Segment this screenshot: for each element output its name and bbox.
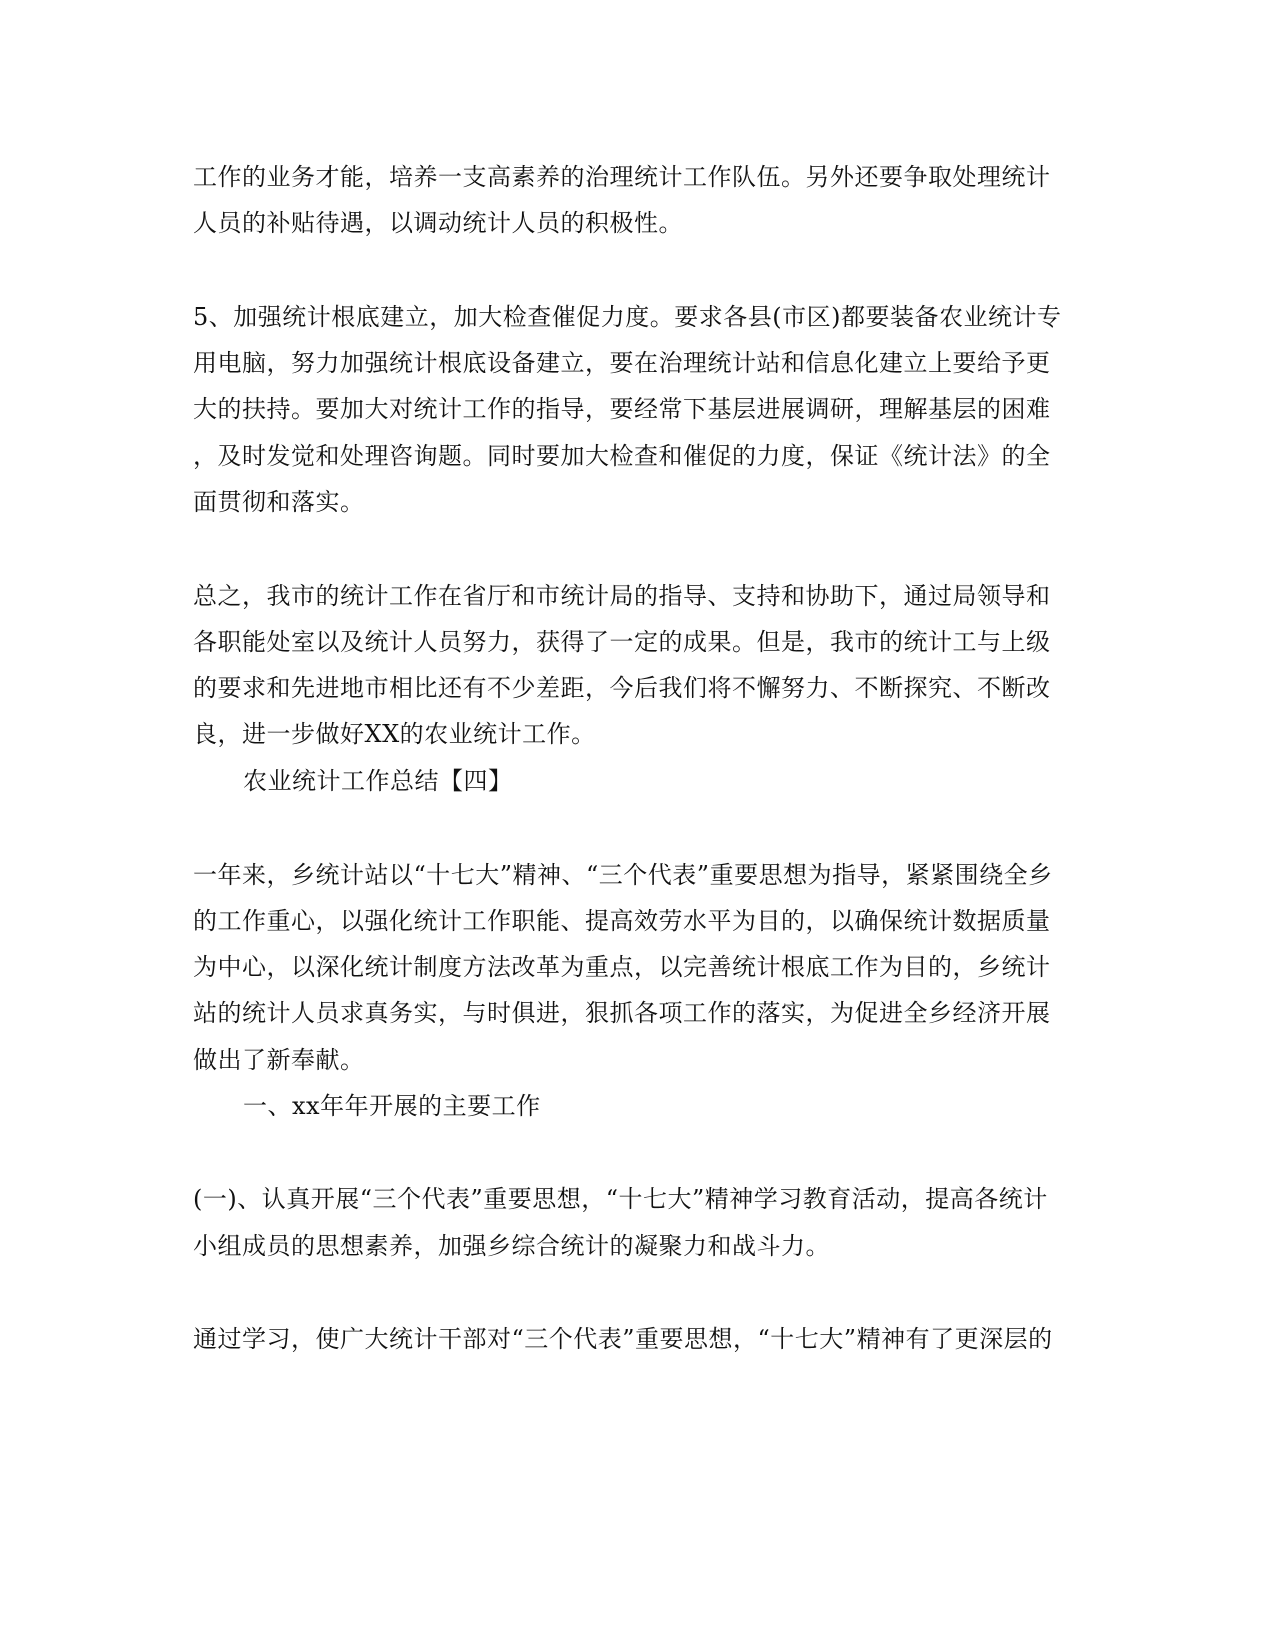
text-line: 总之，我市的统计工作在省厅和市统计局的指导、支持和协助下，通过局领导和 (193, 582, 1051, 610)
text-line: 人员的补贴待遇，以调动统计人员的积极性。 (193, 209, 683, 237)
text-line: 面贯彻和落实。 (193, 488, 365, 516)
text-line: ，及时发觉和处理咨询题。同时要加大检查和催促的力度，保证《统计法》的全 (193, 442, 1051, 470)
text-line: 一年来，乡统计站以“十七大”精神、“三个代表”重要思想为指导，紧紧围绕全乡 (193, 861, 1053, 889)
text-line: 大的扶持。要加大对统计工作的指导，要经常下基层进展调研，理解基层的困难 (193, 395, 1051, 423)
subsection-heading: 一、xx年年开展的主要工作 (243, 1092, 541, 1120)
section-heading: 农业统计工作总结【四】 (243, 767, 513, 795)
text-line: 良，进一步做好XX的农业统计工作。 (193, 720, 596, 748)
text-line: 用电脑，努力加强统计根底设备建立，要在治理统计站和信息化建立上要给予更 (193, 349, 1051, 377)
text-line: 5、加强统计根底建立，加大检查催促力度。要求各县(市区)都要装备农业统计专 (193, 303, 1062, 331)
text-line: (一)、认真开展“三个代表”重要思想，“十七大”精神学习教育活动，提高各统计 (193, 1185, 1048, 1213)
text-line: 通过学习，使广大统计干部对“三个代表”重要思想，“十七大”精神有了更深层的 (193, 1325, 1053, 1353)
text-line: 工作的业务才能，培养一支高素养的治理统计工作队伍。另外还要争取处理统计 (193, 163, 1051, 191)
text-line: 小组成员的思想素养，加强乡综合统计的凝聚力和战斗力。 (193, 1232, 830, 1260)
text-line: 为中心，以深化统计制度方法改革为重点，以完善统计根底工作为目的，乡统计 (193, 953, 1051, 981)
text-line: 的工作重心，以强化统计工作职能、提高效劳水平为目的，以确保统计数据质量 (193, 907, 1051, 935)
text-line: 各职能处室以及统计人员努力，获得了一定的成果。但是，我市的统计工与上级 (193, 628, 1051, 656)
text-line: 的要求和先进地市相比还有不少差距，今后我们将不懈努力、不断探究、不断改 (193, 674, 1051, 702)
text-line: 做出了新奉献。 (193, 1046, 365, 1074)
text-line: 站的统计人员求真务实，与时俱进，狠抓各项工作的落实，为促进全乡经济开展 (193, 999, 1051, 1027)
